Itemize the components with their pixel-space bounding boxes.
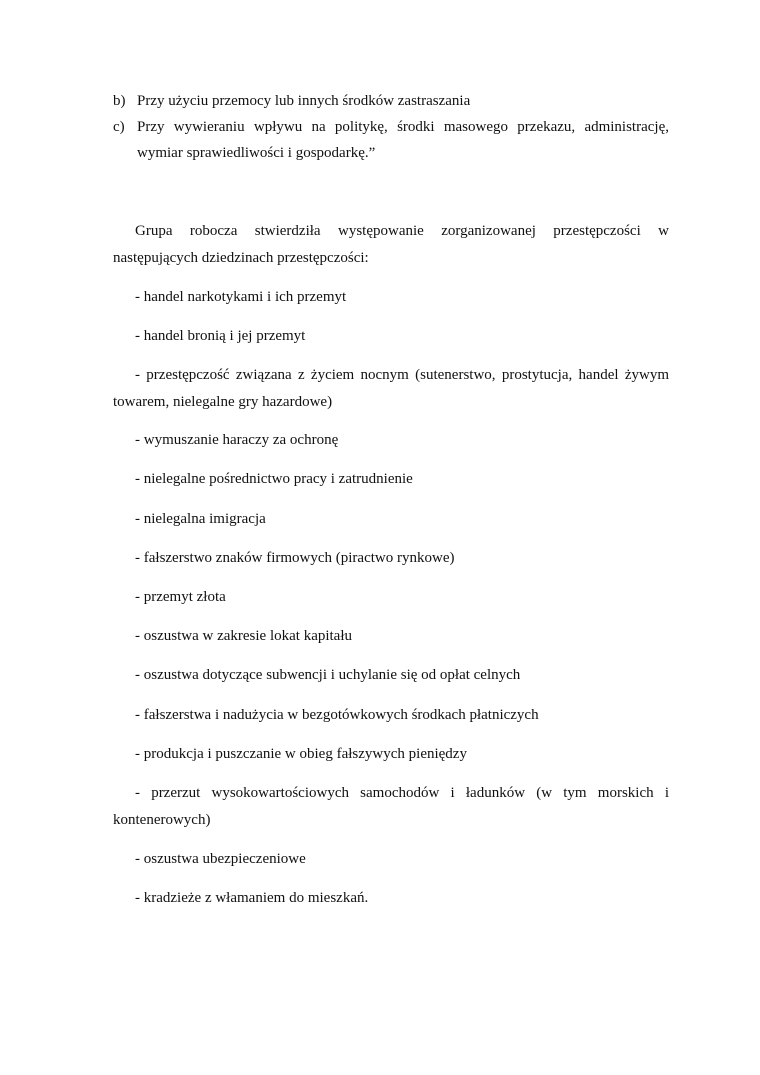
lettered-list: [113, 88, 669, 166]
list-marker-c: c): [113, 119, 125, 135]
list-item: - oszustwa dotyczące subwencji i uchylanie się od opłat celnych: [135, 667, 521, 683]
list-item: - nielegalna imigracja: [135, 511, 266, 527]
list-item: - produkcja i puszczanie w obieg fałszywych pieniędzy: [135, 746, 467, 762]
list-item: - fałszerstwa i nadużycia w bezgotówkowych środkach płatniczych: [135, 707, 539, 723]
list-entry-c: [113, 114, 669, 166]
list-marker-b: b): [113, 93, 126, 109]
list-item: - przerzut wysokowartościowych samochodów i ładunków (w tym morskich i kontenerowych): [113, 785, 669, 828]
list-item: - oszustwa w zakresie lokat kapitału: [135, 628, 353, 644]
list-item: - handel bronią i jej przemyt: [135, 328, 306, 344]
list-item: - przemyt złota: [135, 589, 226, 605]
list-item: - handel narkotykami i ich przemyt: [135, 289, 347, 305]
list-item: - wymuszanie haraczy za ochronę: [135, 432, 339, 448]
body-paragraph: Grupa robocza stwierdziła występowanie zorganizowanej przestępczości w następujących dziedzinach przestępczości:: [113, 223, 669, 266]
list-item: - oszustwa ubezpieczeniowe: [135, 851, 306, 867]
list-text-c-line2: wymiar sprawiedliwości i gospodarkę.”: [137, 145, 376, 161]
list-text-b: Przy użyciu przemocy lub innych środków zastraszania: [137, 93, 471, 109]
list-item: - przestępczość związana z życiem nocnym (sutenerstwo, prostytucja, handel żywym towarem, nielegalne gry hazardowe): [113, 367, 669, 410]
list-item: - kradzieże z włamaniem do mieszkań.: [135, 890, 369, 906]
list-text-c-line1: Przy wywieraniu wpływu na politykę, środki masowego przekazu, administrację,: [137, 119, 669, 135]
list-item: - fałszerstwo znaków firmowych (piractwo rynkowe): [135, 550, 455, 566]
list-item: - nielegalne pośrednictwo pracy i zatrudnienie: [135, 471, 413, 487]
list-entry-b: [113, 88, 669, 114]
